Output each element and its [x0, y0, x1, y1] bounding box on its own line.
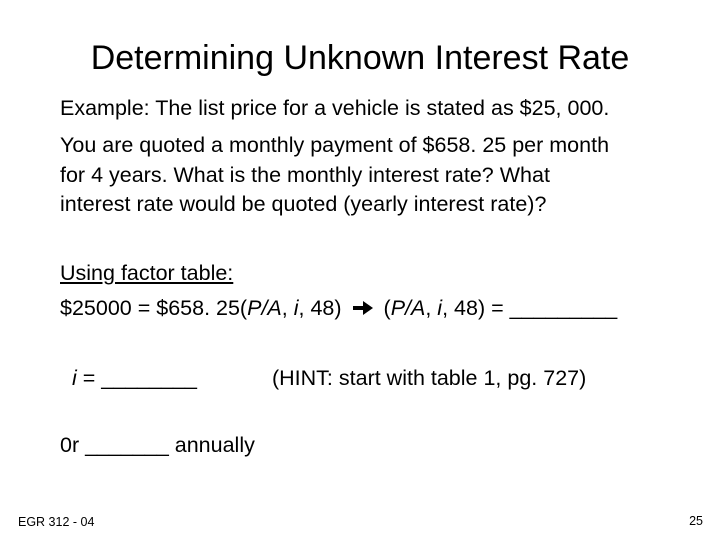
hint-text: (HINT: start with table 1, pg. 727) [272, 366, 587, 390]
i-blank-line [72, 364, 197, 393]
right-arrow-icon [348, 299, 384, 317]
equation-left-prefix: $25000 = $658. 25( [60, 296, 248, 320]
example-line-2: You are quoted a monthly payment of $658. 25 per month [60, 133, 610, 157]
equation-factor-i: i [293, 296, 299, 320]
example-line-3: for 4 years. What is the monthly interest rate? What [60, 163, 550, 187]
equation-factor-n: , 48) [298, 296, 342, 320]
equation-right-comma: , [425, 296, 438, 320]
equation-right-pa: P/A [390, 296, 426, 320]
factor-equation [60, 294, 617, 323]
example-line-4: interest rate would be quoted (yearly interest rate)? [60, 192, 547, 216]
i-variable: i [72, 366, 77, 390]
slide-title: Determining Unknown Interest Rate [90, 39, 630, 77]
example-line-1: Example: The list price for a vehicle is stated as $25, 000. [60, 96, 610, 120]
page-number: 25 [689, 514, 703, 528]
factor-table-heading: Using factor table: [60, 261, 234, 285]
equation-factor-pa: P/A [247, 296, 282, 320]
equation-right-rest: , 48) = _________ [442, 296, 618, 320]
equation-comma: , [281, 296, 294, 320]
course-footer: EGR 312 - 04 [18, 515, 95, 529]
i-blank: = ________ [76, 366, 197, 390]
equation-right-open: ( [383, 296, 391, 320]
annual-rate-line: 0r _______ annually [60, 433, 255, 457]
equation-right-i: i [437, 296, 443, 320]
